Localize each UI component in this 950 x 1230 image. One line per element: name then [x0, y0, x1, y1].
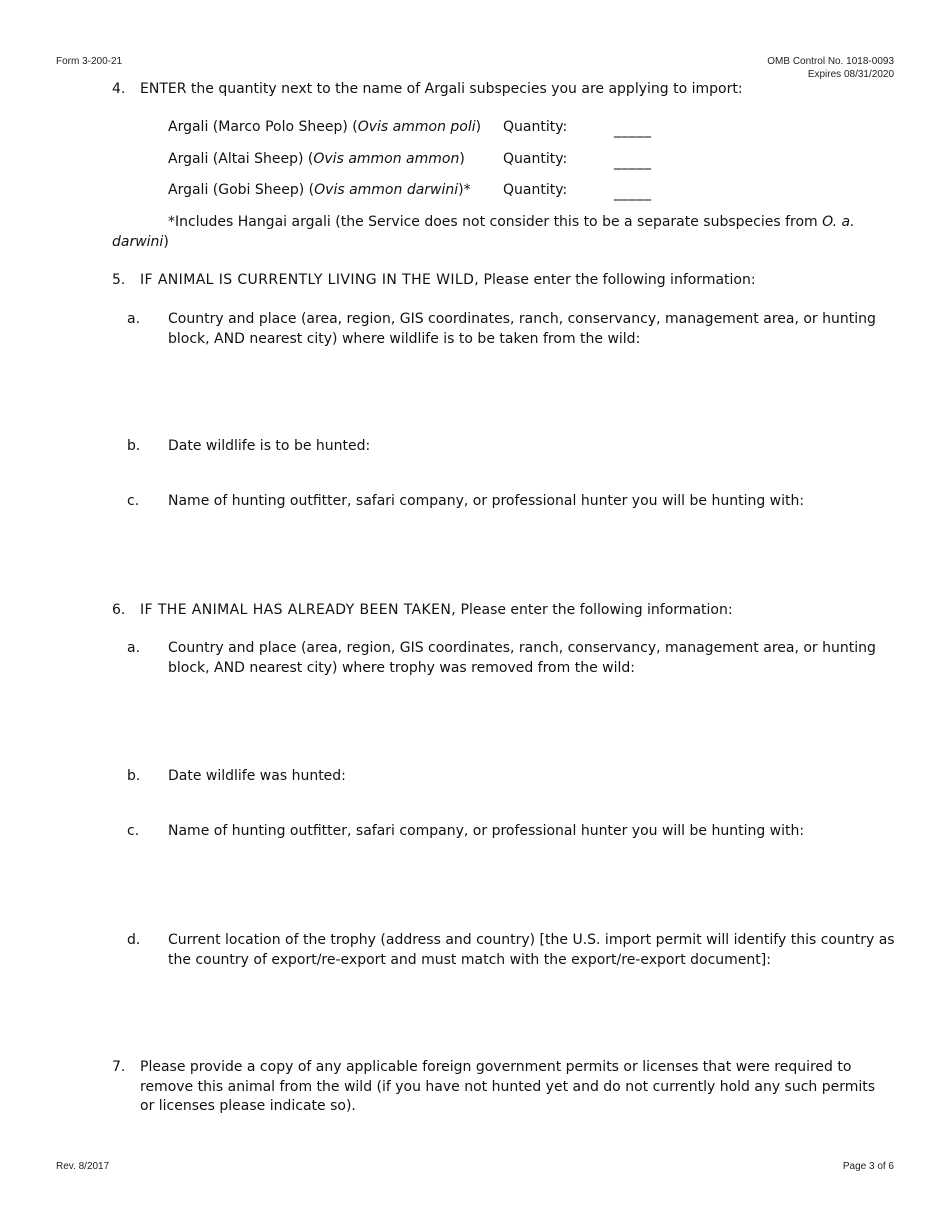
item-letter: d.	[127, 932, 141, 948]
form-number: Form 3-200-21	[56, 56, 123, 67]
item-letter: a.	[127, 311, 141, 327]
quantity-label: Quantity:	[503, 182, 568, 198]
question-6-number: 6.	[112, 602, 126, 618]
question-5-text: IF ANIMAL IS CURRENTLY LIVING IN THE WILD, Please enter the following information:	[140, 272, 756, 288]
question-4-number: 4.	[112, 81, 126, 97]
q6-item-b-text: Date wildlife was hunted:	[168, 768, 346, 784]
q5-item-a-text: Country and place (area, region, GIS coordinates, ranch, conservancy, management area, or hunting block, AND nearest city) where wildlife is to be taken from the wild:	[168, 311, 876, 347]
scientific-name: Ovis ammon ammon	[313, 151, 460, 167]
scientific-name: Ovis ammon darwini	[314, 182, 459, 198]
question-6-text: IF THE ANIMAL HAS ALREADY BEEN TAKEN, Please enter the following information:	[140, 602, 733, 618]
footnote: *Includes Hangai argali (the Service does not consider this to be a separate subspecies from O. a. darwini)	[112, 214, 855, 250]
page-number: Page 3 of 6	[842, 1161, 894, 1172]
question-4-text: ENTER the quantity next to the name of Argali subspecies you are applying to import:	[140, 81, 743, 97]
question-5-heading: IF ANIMAL IS CURRENTLY LIVING IN THE WILD,	[140, 272, 480, 288]
revision-date: Rev. 8/2017	[56, 1161, 110, 1172]
quantity-label: Quantity:	[503, 151, 568, 167]
subspecies-name: Argali (Marco Polo Sheep) (	[168, 119, 358, 135]
footnote-scientific-name: O. a. darwini	[112, 214, 855, 250]
subspecies-name: Argali (Gobi Sheep) (	[168, 182, 315, 198]
q6-item-a-text: Country and place (area, region, GIS coordinates, ranch, conservancy, management area, or hunting block, AND nearest city) where trophy was removed from the wild:	[168, 640, 876, 676]
item-letter: b.	[127, 438, 141, 454]
q5-item-b-text: Date wildlife is to be hunted:	[168, 438, 371, 454]
quantity-blank-gobi[interactable]: _____	[614, 185, 652, 201]
q6-item-d-text: Current location of the trophy (address and country) [the U.S. import permit will identify this country as the country of export/re-export and must match with the export/re-export document]:	[168, 932, 895, 968]
question-5-number: 5.	[112, 272, 126, 288]
expiration-date: Expires 08/31/2020	[807, 69, 894, 80]
item-letter: c.	[127, 493, 140, 509]
argali-row: Argali (Altai Sheep) (Ovis ammon ammon)	[168, 151, 465, 167]
omb-control-number: OMB Control No. 1018-0093	[767, 56, 894, 67]
q6-item-c-text: Name of hunting outfitter, safari company, or professional hunter you will be hunting with:	[168, 823, 805, 839]
quantity-blank-altai[interactable]: _____	[614, 154, 652, 170]
item-letter: a.	[127, 640, 141, 656]
item-letter: b.	[127, 768, 141, 784]
question-6-heading: IF THE ANIMAL HAS ALREADY BEEN TAKEN,	[140, 602, 457, 618]
scientific-name: Ovis ammon poli	[357, 119, 476, 135]
question-7-text: Please provide a copy of any applicable foreign government permits or licenses that were required to remove this animal from the wild (if you have not hunted yet and do not currently hold any such permits or licenses please indicate so).	[140, 1059, 876, 1114]
q5-item-c-text: Name of hunting outfitter, safari company, or professional hunter you will be hunting with:	[168, 493, 805, 509]
argali-row: Argali (Gobi Sheep) (Ovis ammon darwini)*	[168, 182, 471, 198]
quantity-label: Quantity:	[503, 119, 568, 135]
argali-row: Argali (Marco Polo Sheep) (Ovis ammon poli)	[168, 119, 482, 135]
quantity-blank-marco-polo[interactable]: _____	[614, 122, 652, 138]
subspecies-name: Argali (Altai Sheep) (	[168, 151, 314, 167]
question-7-number: 7.	[112, 1059, 126, 1075]
item-letter: c.	[127, 823, 140, 839]
